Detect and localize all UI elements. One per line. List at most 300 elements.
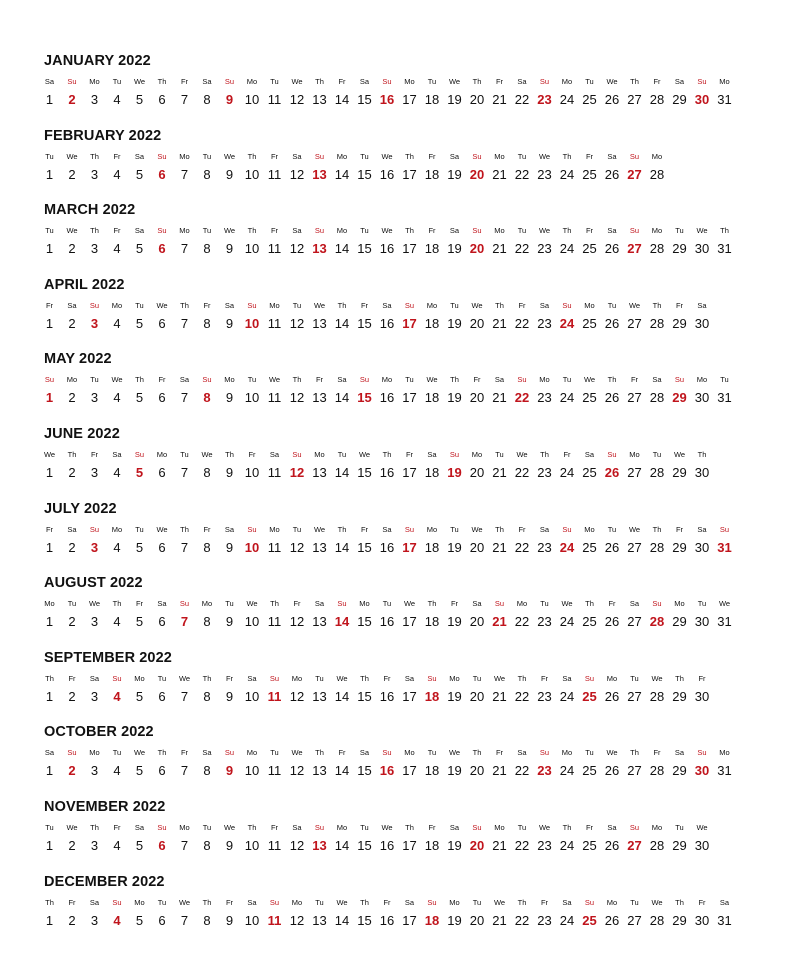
weekday-label: Sa	[382, 300, 392, 310]
weekday-label: Sa	[359, 748, 370, 758]
day-number: 7	[180, 390, 189, 406]
weekday-label: Th	[652, 524, 662, 534]
weekday-label: Mo	[494, 226, 505, 236]
weekday-label: Mo	[584, 300, 595, 310]
day-number: 12	[289, 166, 305, 182]
weekday-label: Fr	[428, 151, 436, 161]
weekday-label: Th	[540, 450, 549, 459]
day-number: 31	[717, 390, 732, 406]
day-number: 1	[45, 92, 54, 107]
weekday-label: Fr	[338, 748, 346, 758]
day-number: 13	[312, 465, 327, 480]
day-number: 16	[379, 92, 395, 107]
day-number: 25	[582, 465, 597, 480]
weekday-label: Mo	[426, 524, 438, 534]
day-number: 4	[113, 465, 121, 480]
weekday-label: Mo	[179, 823, 190, 832]
day-number: 17	[402, 763, 417, 779]
day-number: 6	[158, 838, 166, 853]
weekday-label: Th	[697, 450, 707, 459]
day-number: 8	[203, 539, 211, 555]
weekday-label: Mo	[66, 375, 78, 385]
day-number: 19	[447, 688, 462, 704]
day-number: 5	[135, 92, 144, 107]
month-title: JUNE 2022	[44, 426, 120, 442]
day-number: 14	[334, 838, 350, 853]
weekday-label: Tu	[495, 450, 504, 459]
weekday-label: Fr	[428, 823, 436, 832]
weekday-label: Th	[135, 375, 144, 385]
weekday-label: We	[66, 151, 78, 161]
day-number: 10	[244, 390, 260, 406]
weekday-label: Sa	[607, 823, 617, 832]
day-number: 4	[113, 166, 121, 182]
day-number: 15	[357, 838, 372, 853]
weekday-label: Su	[517, 375, 527, 385]
weekday-label: Fr	[360, 300, 369, 310]
day-number: 11	[267, 912, 282, 928]
weekday-label: Tu	[202, 823, 212, 832]
day-number: 5	[135, 241, 144, 257]
weekday-label: Fr	[203, 524, 211, 534]
day-number: 30	[694, 92, 710, 107]
day-number: 26	[604, 539, 620, 555]
day-number: 15	[357, 539, 372, 555]
day-number: 13	[312, 688, 327, 704]
weekday-label: Mo	[179, 151, 190, 161]
day-number: 6	[158, 688, 166, 704]
day-number: 6	[158, 539, 166, 555]
weekday-label: Fr	[495, 748, 504, 758]
weekday-label: We	[178, 897, 191, 907]
weekday-label: Sa	[89, 897, 100, 907]
day-number: 22	[514, 763, 530, 779]
weekday-label: Su	[472, 226, 482, 236]
day-number: 30	[694, 912, 710, 928]
weekday-label: Mo	[651, 823, 663, 832]
weekday-label: Mo	[516, 599, 528, 609]
weekday-label: Tu	[382, 599, 392, 609]
day-number: 13	[312, 390, 327, 406]
day-number: 2	[68, 688, 76, 704]
day-number: 28	[649, 912, 665, 928]
weekday-label: Su	[584, 897, 595, 907]
weekday-label: Su	[314, 823, 325, 832]
weekday-label: Tu	[585, 77, 594, 86]
day-number: 9	[225, 614, 234, 630]
day-number: 19	[447, 92, 462, 107]
day-number: 17	[402, 315, 417, 331]
weekday-label: Th	[405, 226, 414, 236]
weekday-label: Fr	[68, 897, 76, 907]
day-number: 23	[537, 465, 552, 480]
day-number: 3	[90, 390, 99, 406]
day-number: 12	[289, 688, 305, 704]
day-number: 5	[135, 315, 144, 331]
day-number: 23	[537, 838, 552, 853]
weekday-label: Sa	[449, 823, 460, 832]
day-number: 4	[113, 315, 121, 331]
weekday-label: We	[358, 450, 371, 459]
weekday-label: Su	[247, 300, 257, 310]
day-number: 23	[537, 763, 552, 779]
weekday-label: We	[471, 300, 483, 310]
day-number: 30	[694, 390, 710, 406]
weekday-label: Su	[382, 77, 392, 86]
weekday-label: Sa	[269, 450, 280, 459]
weekday-label: Sa	[44, 77, 55, 86]
day-number: 15	[357, 390, 372, 406]
day-number: 20	[469, 241, 485, 257]
weekday-label: Su	[314, 226, 325, 236]
weekday-label: We	[538, 151, 551, 161]
weekday-label: Th	[45, 897, 54, 907]
day-number: 10	[244, 688, 260, 704]
day-number: 14	[334, 315, 350, 331]
weekday-label: Tu	[405, 375, 414, 385]
weekday-label: We	[43, 450, 56, 459]
weekday-label: Tu	[45, 823, 54, 832]
day-number: 22	[514, 614, 530, 630]
weekday-label: Sa	[404, 897, 415, 907]
day-number: 17	[402, 241, 417, 257]
weekday-label: Su	[224, 77, 235, 86]
day-number: 9	[225, 763, 234, 779]
day-number: 28	[649, 465, 665, 480]
weekday-label: We	[133, 77, 146, 86]
weekday-label: Sa	[404, 673, 415, 683]
weekday-label: We	[471, 524, 483, 534]
weekday-label: Fr	[270, 823, 279, 832]
day-number: 7	[180, 315, 189, 331]
weekday-label: Mo	[224, 375, 235, 385]
day-number: 5	[135, 763, 144, 779]
weekday-label: Th	[45, 673, 54, 683]
day-number: 7	[180, 838, 189, 853]
day-number: 31	[717, 614, 732, 630]
weekday-label: Tu	[135, 300, 144, 310]
day-number: 6	[158, 614, 166, 630]
day-number: 12	[289, 390, 305, 406]
weekday-label: Th	[562, 151, 572, 161]
day-number: 24	[559, 539, 575, 555]
weekday-label: Su	[697, 77, 707, 86]
day-number: 3	[90, 688, 99, 704]
weekday-label: Th	[337, 524, 347, 534]
day-number: 31	[717, 241, 732, 257]
day-number: 9	[225, 241, 234, 257]
weekday-label: Su	[269, 897, 280, 907]
day-number: 19	[447, 315, 462, 331]
day-number: 21	[492, 614, 507, 630]
weekday-label: We	[336, 897, 348, 907]
weekday-label: Sa	[224, 524, 235, 534]
day-number: 26	[604, 688, 620, 704]
weekday-label: Tu	[652, 450, 662, 459]
weekday-label: We	[336, 673, 348, 683]
day-number: 24	[559, 465, 575, 480]
weekday-label: Th	[630, 77, 639, 86]
day-number: 29	[672, 688, 687, 704]
day-number: 9	[225, 92, 234, 107]
day-number: 8	[203, 390, 211, 406]
day-number: 25	[582, 390, 597, 406]
weekday-label: Th	[360, 897, 369, 907]
day-number: 19	[447, 241, 462, 257]
weekday-label: We	[538, 226, 551, 236]
day-number: 1	[45, 688, 54, 704]
day-number: 26	[604, 912, 620, 928]
weekday-label: Mo	[471, 450, 483, 459]
weekday-label: Sa	[607, 226, 617, 236]
day-number: 1	[45, 241, 54, 257]
day-number: 6	[158, 92, 166, 107]
weekday-label: Th	[202, 897, 212, 907]
day-number: 7	[180, 912, 189, 928]
day-number: 4	[113, 763, 121, 779]
weekday-label: Tu	[112, 748, 122, 758]
weekday-label: Sa	[179, 375, 190, 385]
weekday-label: Mo	[156, 450, 168, 459]
day-number: 1	[45, 390, 54, 406]
day-number: 23	[537, 390, 552, 406]
day-number: 29	[672, 912, 687, 928]
day-number: 19	[447, 763, 462, 779]
weekday-label: Su	[427, 673, 437, 683]
weekday-label: Mo	[674, 599, 685, 609]
weekday-label: Th	[495, 524, 504, 534]
day-number: 29	[672, 763, 687, 779]
day-number: 3	[90, 166, 99, 182]
weekday-label: Tu	[202, 226, 212, 236]
weekday-label: Tu	[292, 524, 302, 534]
day-number: 15	[357, 465, 372, 480]
day-number: 17	[402, 166, 417, 182]
weekday-label: Mo	[269, 300, 280, 310]
day-number: 18	[424, 465, 440, 480]
weekday-label: Th	[675, 673, 684, 683]
day-number: 10	[244, 763, 260, 779]
weekday-label: Th	[495, 300, 504, 310]
day-number: 14	[334, 241, 350, 257]
weekday-label: Mo	[179, 226, 190, 236]
day-number: 13	[312, 92, 327, 107]
day-number: 24	[559, 614, 575, 630]
day-number: 29	[672, 390, 687, 406]
day-number: 20	[469, 614, 485, 630]
weekday-label: Th	[292, 375, 302, 385]
weekday-label: Fr	[360, 524, 369, 534]
weekday-label: Tu	[112, 77, 122, 86]
weekday-label: Fr	[585, 151, 594, 161]
weekday-label: Su	[89, 524, 100, 534]
weekday-label: We	[516, 450, 528, 459]
weekday-label: Mo	[561, 748, 573, 758]
day-number: 11	[267, 315, 282, 331]
weekday-label: Tu	[450, 524, 459, 534]
day-number: 1	[45, 614, 54, 630]
weekday-label: Mo	[629, 450, 640, 459]
weekday-label: Sa	[224, 300, 235, 310]
weekday-label: Fr	[248, 450, 256, 459]
weekday-label: Mo	[404, 77, 415, 86]
day-number: 8	[203, 166, 211, 182]
day-number: 25	[582, 241, 597, 257]
day-number: 29	[672, 465, 687, 480]
weekday-label: Fr	[585, 226, 594, 236]
weekday-label: Su	[179, 599, 190, 609]
weekday-label: We	[493, 673, 506, 683]
day-number: 14	[334, 390, 350, 406]
day-number: 29	[672, 92, 687, 107]
day-number: 5	[135, 912, 144, 928]
day-number: 30	[694, 465, 710, 480]
day-number: 19	[447, 539, 462, 555]
day-number: 18	[424, 166, 440, 182]
day-number: 17	[402, 92, 417, 107]
day-number: 22	[514, 241, 530, 257]
weekday-label: Fr	[315, 375, 324, 385]
day-number: 20	[469, 390, 485, 406]
weekday-label: Sa	[427, 450, 437, 459]
weekday-label: Su	[134, 450, 145, 459]
day-number: 19	[447, 390, 462, 406]
day-number: 14	[334, 614, 350, 630]
month-section	[0, 724, 792, 794]
day-number: 12	[289, 838, 305, 853]
day-number: 12	[289, 912, 305, 928]
month-section	[0, 874, 792, 944]
weekday-label: Tu	[180, 450, 189, 459]
day-number: 13	[312, 763, 327, 779]
weekday-label: Tu	[157, 897, 167, 907]
day-number: 4	[113, 688, 121, 704]
day-number: 16	[379, 614, 395, 630]
day-number: 30	[694, 539, 710, 555]
day-number: 10	[244, 465, 260, 480]
day-number: 1	[45, 763, 54, 779]
day-number: 3	[90, 614, 99, 630]
day-number: 12	[289, 614, 305, 630]
day-number: 24	[559, 688, 575, 704]
weekday-label: We	[156, 300, 168, 310]
day-number: 26	[604, 763, 620, 779]
weekday-label: Su	[562, 524, 572, 534]
weekday-label: We	[223, 151, 236, 161]
weekday-label: Tu	[360, 823, 369, 832]
day-number: 23	[537, 315, 552, 331]
weekday-label: Th	[607, 375, 617, 385]
weekday-label: We	[246, 599, 258, 609]
weekday-label: Su	[337, 599, 347, 609]
weekday-label: Su	[539, 748, 550, 758]
weekday-label: Th	[472, 748, 482, 758]
day-number: 11	[267, 763, 282, 779]
day-number: 14	[334, 688, 350, 704]
weekday-label: Fr	[45, 300, 54, 310]
day-number: 20	[469, 539, 485, 555]
day-number: 1	[45, 315, 54, 331]
day-number: 18	[424, 241, 440, 257]
weekday-label: Su	[427, 897, 437, 907]
weekday-label: Tu	[697, 599, 707, 609]
weekday-label: Fr	[653, 77, 661, 86]
weekday-label: Th	[202, 673, 212, 683]
weekday-label: We	[561, 599, 573, 609]
day-number: 28	[649, 315, 665, 331]
weekday-label: Sa	[134, 823, 145, 832]
day-number: 28	[649, 539, 665, 555]
day-number: 27	[627, 838, 642, 853]
day-number: 11	[267, 465, 282, 480]
day-number: 21	[492, 539, 507, 555]
day-number: 2	[68, 390, 76, 406]
weekday-label: We	[448, 748, 461, 758]
weekday-label: We	[696, 226, 708, 236]
day-number: 27	[627, 241, 642, 257]
weekday-label: Su	[292, 450, 302, 459]
day-number: 14	[334, 912, 350, 928]
weekday-label: Tu	[67, 599, 77, 609]
day-number: 13	[312, 838, 327, 853]
day-number: 23	[537, 614, 552, 630]
month-title: AUGUST 2022	[44, 575, 143, 592]
weekday-label: Fr	[225, 673, 234, 683]
weekday-label: Th	[517, 673, 527, 683]
weekday-label: Sa	[44, 748, 55, 758]
weekday-label: Sa	[449, 151, 460, 161]
day-number: 14	[334, 166, 350, 182]
weekday-label: Su	[494, 599, 505, 609]
weekday-label: Mo	[359, 599, 370, 609]
weekday-label: Su	[269, 673, 280, 683]
weekday-label: Su	[44, 375, 55, 385]
day-number: 16	[379, 390, 395, 406]
weekday-label: Mo	[426, 300, 438, 310]
day-number: 17	[402, 539, 417, 555]
day-number: 9	[225, 390, 234, 406]
weekday-label: Mo	[651, 151, 663, 161]
day-number: 24	[559, 166, 575, 182]
weekday-label: Sa	[719, 897, 730, 907]
weekday-label: Th	[225, 450, 234, 459]
day-number: 30	[694, 241, 710, 257]
day-number: 7	[180, 465, 189, 480]
weekday-label: Tu	[360, 226, 369, 236]
weekday-label: Mo	[719, 77, 730, 86]
day-number: 16	[379, 315, 395, 331]
weekday-label: Th	[427, 599, 437, 609]
day-number: 2	[68, 241, 76, 257]
day-number: 25	[582, 166, 597, 182]
weekday-label: Sa	[584, 450, 595, 459]
weekday-label: Su	[539, 77, 550, 86]
day-number: 2	[68, 166, 76, 182]
weekday-label: Su	[697, 748, 707, 758]
weekday-label: Mo	[404, 748, 415, 758]
day-number: 16	[379, 166, 395, 182]
day-number: 6	[158, 912, 166, 928]
weekday-label: Tu	[337, 450, 347, 459]
day-number: 20	[469, 92, 485, 107]
day-number: 19	[447, 912, 462, 928]
weekday-label: Sa	[674, 77, 685, 86]
weekday-label: Mo	[494, 151, 505, 161]
day-number: 21	[492, 912, 507, 928]
weekday-label: We	[291, 77, 303, 86]
day-number: 20	[469, 838, 485, 853]
day-number: 23	[537, 688, 552, 704]
